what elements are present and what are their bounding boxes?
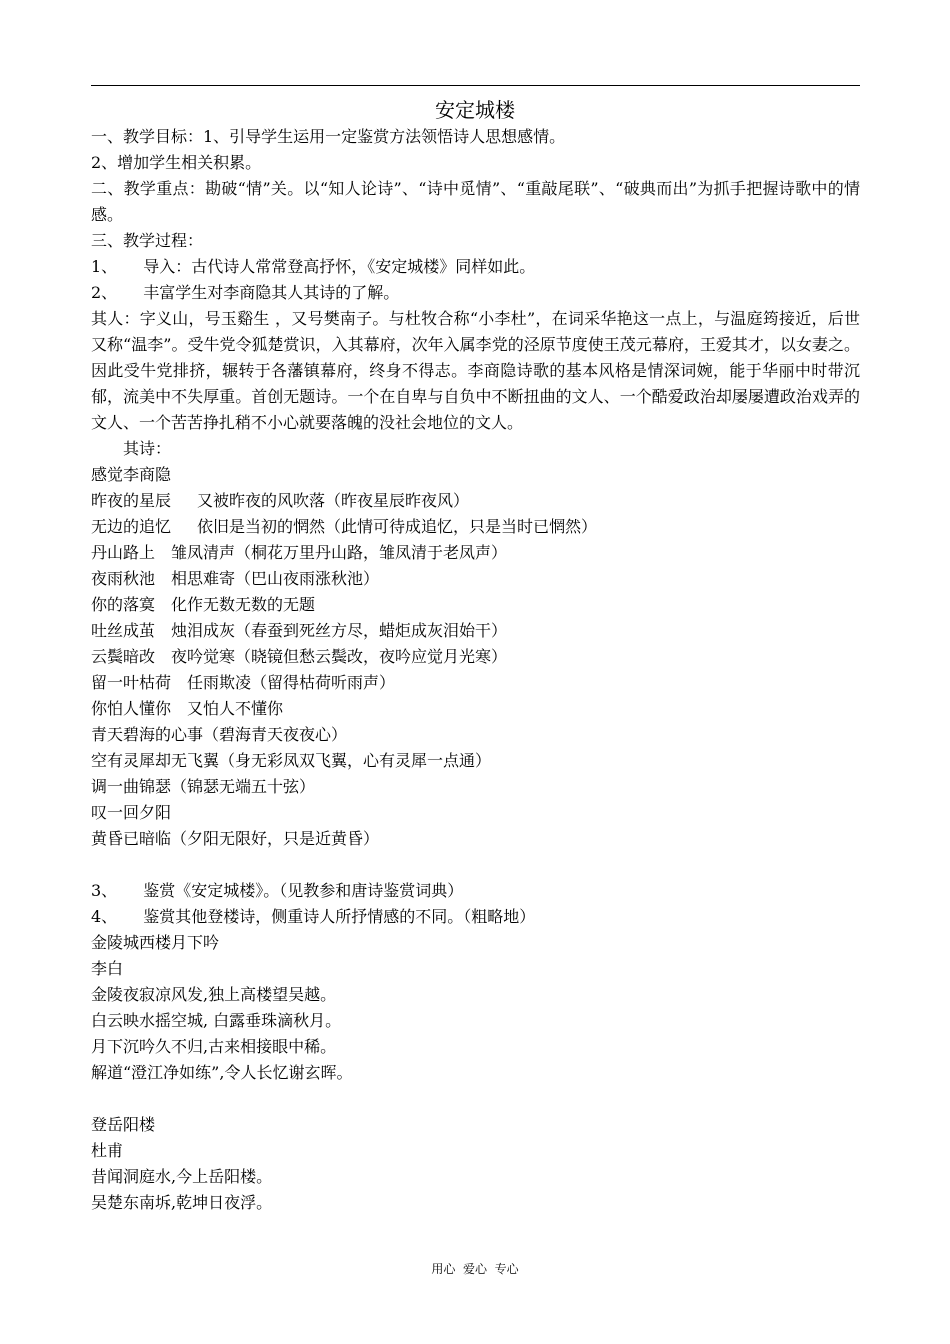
spacer bbox=[91, 1086, 860, 1112]
poem-line: 吴楚东南坼,乾坤日夜浮。 bbox=[91, 1193, 273, 1212]
poem-line: 金陵夜寂凉风发,独上高楼望吴越。 bbox=[91, 985, 337, 1004]
poem-du-fu bbox=[91, 1112, 860, 1216]
tribute-title: 感觉李商隐 bbox=[91, 465, 172, 484]
poem-line: 月下沉吟久不归,古来相接眼中稀。 bbox=[91, 1037, 337, 1056]
poem-author: 李白 bbox=[91, 959, 124, 978]
step-1-text: 导入：古代诗人常常登高抒怀，《安定城楼》同样如此。 bbox=[143, 257, 536, 276]
goals-line-2: 2、增加学生相关积累。 bbox=[91, 153, 262, 172]
step-4 bbox=[91, 904, 860, 930]
goals-line-1: 一、教学目标：1、引导学生运用一定鉴赏方法领悟诗人思想感情。 bbox=[91, 127, 566, 146]
poem-title: 登岳阳楼 bbox=[91, 1115, 156, 1134]
document-title: 安定城楼 bbox=[435, 98, 515, 122]
step-1 bbox=[91, 254, 860, 280]
poem-line: 解道“澄江净如练”,令人长忆谢玄晖。 bbox=[91, 1063, 353, 1082]
tribute-line: 夜雨秋池 相思难寄（巴山夜雨涨秋池） bbox=[91, 569, 380, 588]
tribute-line: 无边的追忆 依旧是当初的惘然（此情可待成追忆，只是当时已惘然） bbox=[91, 517, 598, 536]
step-2 bbox=[91, 280, 860, 306]
spacer bbox=[91, 852, 860, 878]
step-3-text: 鉴赏《安定城楼》。（见教参和唐诗鉴赏词典） bbox=[143, 881, 464, 900]
poem-li-bai bbox=[91, 930, 860, 1086]
step-4-text: 鉴赏其他登楼诗，侧重诗人所抒情感的不同。（粗略地） bbox=[143, 907, 536, 926]
poem-author: 杜甫 bbox=[91, 1141, 124, 1160]
tribute-line: 昨夜的星辰 又被昨夜的风吹落（昨夜星辰昨夜风） bbox=[91, 491, 470, 510]
tribute-line: 空有灵犀却无飞翼（身无彩凤双飞翼，心有灵犀一点通） bbox=[91, 751, 492, 770]
tribute-line: 黄昏已暗临（夕阳无限好，只是近黄昏） bbox=[91, 829, 380, 848]
tribute-line: 你怕人懂你 又怕人不懂你 bbox=[91, 699, 284, 718]
poem-title: 金陵城西楼月下吟 bbox=[91, 933, 220, 952]
tribute-line: 调一曲锦瑟（锦瑟无端五十弦） bbox=[91, 777, 316, 796]
step-3-number: 3、 bbox=[91, 881, 118, 900]
step-2-number: 2、 bbox=[91, 283, 118, 302]
author-biography: 其人：字义山，号玉谿生 ，又号樊南子。与杜牧合称“小李杜”，在词采华艳这一点上，与温庭筠接近，后世又称“温李”。受牛党令狐楚赏识，入其幕府，次年入属李党的泾原节度使王茂元幕府，王爱其才，以女妻之。因此受牛党排挤，辗转于各藩镇幕府，终身不得志。李商隐诗歌的基本风格是情深词婉，能于华丽中时带沉郁，流美中不失厚重。首创无题诗。一个在自卑与自负中不断扭曲的文人、一个酷爱政治却屡屡遭政治戏弄的文人、一个苦苦挣扎稍不小心就要落魄的没社会地位的文人。 bbox=[91, 309, 860, 432]
tribute-line: 你的落寞 化作无数无数的无题 bbox=[91, 595, 316, 614]
step-2-text: 丰富学生对李商隐其人其诗的了解。 bbox=[143, 283, 400, 302]
teaching-focus: 二、教学重点：勘破“情”关。以“知人论诗”、“诗中觅情”、“重敲尾联”、“破典而出”为抓手把握诗歌中的情感。 bbox=[91, 179, 860, 224]
tribute-line: 吐丝成茧 烛泪成灰（春蚕到死丝方尽，蜡炬成灰泪始干） bbox=[91, 621, 508, 640]
step-1-number: 1、 bbox=[91, 257, 118, 276]
tribute-line: 叹一回夕阳 bbox=[91, 803, 172, 822]
page-footer: 用心 爱心 专心 bbox=[431, 1262, 519, 1276]
process-heading: 三、教学过程： bbox=[91, 231, 204, 250]
step-3 bbox=[91, 878, 860, 904]
poem-line: 昔闻洞庭水,今上岳阳楼。 bbox=[91, 1167, 273, 1186]
step-4-number: 4、 bbox=[91, 907, 118, 926]
document-body bbox=[91, 124, 860, 1216]
header-rule bbox=[91, 85, 860, 86]
tribute-line: 云鬓暗改 夜吟觉寒（晓镜但愁云鬓改，夜吟应觉月光寒） bbox=[91, 647, 508, 666]
tribute-line: 青天碧海的心事（碧海青天夜夜心） bbox=[91, 725, 348, 744]
tribute-poem bbox=[91, 488, 860, 852]
tribute-line: 丹山路上 雏凤清声（桐花万里丹山路，雏凤清于老凤声） bbox=[91, 543, 508, 562]
tribute-line: 留一叶枯荷 任雨欺凌（留得枯荷听雨声） bbox=[91, 673, 396, 692]
poems-label: 其诗： bbox=[123, 439, 172, 458]
poem-line: 白云映水摇空城, 白露垂珠滴秋月。 bbox=[91, 1011, 342, 1030]
